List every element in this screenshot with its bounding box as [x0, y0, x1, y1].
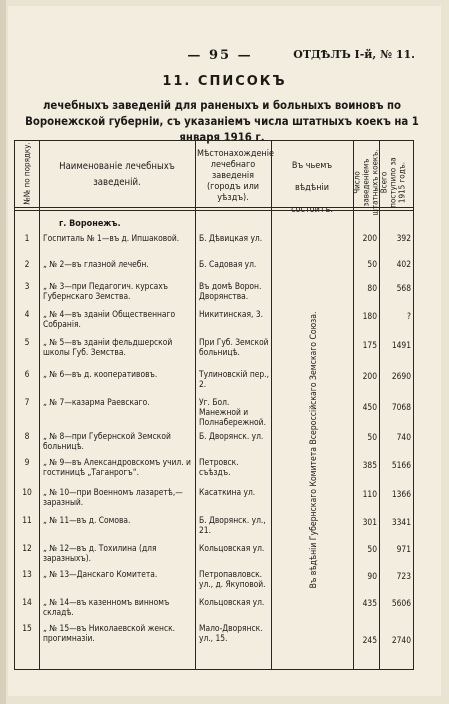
row-number: 13 [22, 569, 32, 579]
facility-name: „ № 13—Данскаго Комитета. [43, 569, 158, 579]
col-divider [195, 141, 196, 669]
header-location: Мѣстонахожденіе лечебнаго заведенія (городъ или уѣздъ). [197, 149, 274, 203]
bed-count: 385 [362, 460, 377, 470]
total-admitted: 568 [396, 283, 411, 293]
facility-location: Мало-Дворянск. ул., 15. [199, 623, 263, 643]
facility-name: „ № 2—въ глазной лечебн. [43, 259, 149, 269]
row-number: 4 [24, 309, 30, 319]
row-number: 15 [22, 623, 32, 633]
total-admitted: 2740 [391, 635, 411, 645]
total-admitted: 392 [396, 233, 411, 243]
bed-count: 200 [362, 233, 377, 243]
bed-count: 245 [362, 635, 377, 645]
bed-count: 80 [367, 283, 377, 293]
header-beds: Число заведеніемъ штатныхъ коекъ. [352, 149, 380, 216]
facility-location: Уг. Бол. Манежной и Полнабережной. [199, 397, 266, 427]
facility-name: „ № 14—въ казенномъ винномъ складѣ. [43, 597, 170, 617]
total-admitted: 1366 [391, 489, 411, 499]
bed-count: 450 [362, 402, 377, 412]
row-number: 11 [22, 515, 32, 525]
facility-location: Б. Дворянск. ул. [199, 431, 264, 441]
row-number: 12 [22, 543, 32, 553]
total-admitted: 2690 [391, 371, 411, 381]
bed-count: 435 [362, 598, 377, 608]
page-number: — 95 — [187, 48, 253, 63]
hospital-table [14, 140, 414, 670]
facility-name: „ № 11—въ д. Сомова. [43, 515, 131, 525]
facility-name: „ № 15—въ Николаевской женск. прогимназіи. [43, 623, 176, 643]
row-number: 5 [24, 337, 30, 347]
total-admitted: 723 [396, 571, 411, 581]
facility-location: Кольцовская ул. [199, 543, 265, 553]
facility-location: Касаткина ул. [199, 487, 256, 497]
row-number: 1 [24, 233, 30, 243]
bed-count: 301 [362, 517, 377, 527]
department-note: Въ вѣдѣніи Губернскаго Комитета Всероссійскаго Земскаго Союза. [309, 311, 319, 589]
total-admitted: ? [407, 311, 411, 321]
facility-name: Госпиталь № 1—въ д. Ипшаковой. [43, 233, 180, 243]
facility-location: Тулиновскій пер., 2. [199, 369, 269, 389]
facility-location: Петропавловск. ул., д. Якуповой. [199, 569, 266, 589]
bed-count: 50 [367, 432, 377, 442]
facility-location: Въ домѣ Ворон. Дворянства. [199, 281, 262, 301]
total-admitted: 402 [396, 259, 411, 269]
row-number: 10 [22, 487, 32, 497]
row-number: 9 [24, 457, 30, 467]
bed-count: 50 [367, 544, 377, 554]
bed-count: 50 [367, 259, 377, 269]
total-admitted: 740 [396, 432, 411, 442]
total-admitted: 3341 [391, 517, 411, 527]
facility-location: Никитинская, 3. [199, 309, 264, 319]
row-number: 3 [24, 281, 30, 291]
facility-name: „ № 9—въ Александровскомъ учил. и гостиницѣ „Таганрогъ“. [43, 457, 191, 477]
facility-name: „ № 3—при Педагогич. курсахъ Губернскаго Земства. [43, 281, 168, 301]
header-name: Наименованіе лечебныхъ заведеній. [59, 161, 175, 188]
row-number: 8 [24, 431, 30, 441]
total-admitted: 5166 [391, 460, 411, 470]
header-department: Въ чьемъ вѣдѣніи состоитъ. [291, 161, 333, 215]
total-admitted: 971 [396, 544, 411, 554]
city-heading: г. Воронежъ. [59, 219, 121, 229]
facility-name: „ № 7—казарма Раевскаго. [43, 397, 150, 407]
section-label: ОТДѢЛЪ I-й, № 11. [293, 48, 415, 61]
page-binding [0, 0, 6, 704]
row-number: 14 [22, 597, 32, 607]
facility-name: „ № 6—въ д. кооперативовъ. [43, 369, 158, 379]
total-admitted: 5606 [391, 598, 411, 608]
facility-location: Кольцовская ул. [199, 597, 265, 607]
facility-location: Б. Дворянск. ул., 21. [199, 515, 266, 535]
bed-count: 175 [362, 340, 377, 350]
row-number: 6 [24, 369, 30, 379]
facility-location: Петровск. съѣздъ. [199, 457, 239, 477]
facility-name: „ № 10—при Военномъ лазаретѣ,—заразный. [43, 487, 183, 507]
total-admitted: 1491 [391, 340, 411, 350]
list-subtitle: лечебныхъ заведеній для раненыхъ и больныхъ воиновъ по Воронежской губерніи, съ указаніемъ числа штатныхъ коекъ на 1 января 1916 г. [25, 99, 419, 144]
bed-count: 110 [362, 489, 377, 499]
facility-name: „ № 12—въ д. Тохилина (для заразныхъ). [43, 543, 157, 563]
facility-location: При Губ. Земской больницѣ. [199, 337, 269, 357]
facility-name: „ № 5—въ зданіи фельдшерской школы Губ. Земства. [43, 337, 173, 357]
total-admitted: 7068 [391, 402, 411, 412]
row-number: 2 [24, 259, 30, 269]
header-total: Всего поступило за 1915 годъ. [379, 157, 407, 208]
facility-name: „ № 8—при Губернской Земской больницѣ. [43, 431, 171, 451]
row-number: 7 [24, 397, 30, 407]
facility-location: Б. Садовая ул. [199, 259, 257, 269]
bed-count: 90 [367, 571, 377, 581]
col-divider [271, 141, 272, 669]
col-divider [39, 141, 40, 669]
header-num: №№ по порядку. [22, 142, 32, 205]
facility-location: Б. Дѣвицкая ул. [199, 233, 263, 243]
bed-count: 200 [362, 371, 377, 381]
facility-name: „ № 4—въ зданіи Общественнаго Собранія. [43, 309, 176, 329]
bed-count: 180 [362, 311, 377, 321]
list-title: 11. СПИСОКЪ [162, 74, 287, 89]
